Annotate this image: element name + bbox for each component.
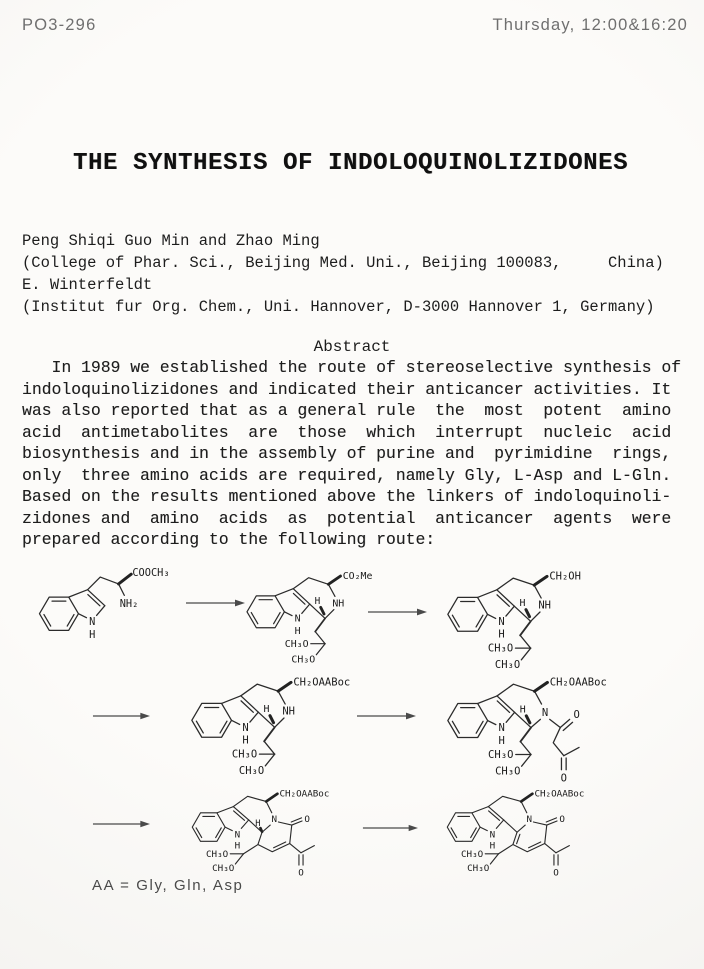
abstract-line: was also reported that as a general rule the most potent amino [22,401,672,420]
acetal-sidechain [516,621,531,660]
amino-ester-sidechain [88,574,132,595]
session-datetime: Thursday, 12:00&16:20 [492,16,688,34]
acetyl-group [545,844,570,866]
carboline-core [448,684,542,737]
author-line: E. Winterfeldt [22,276,153,294]
methoxy-label: CH₃O [495,765,521,778]
substituent-label: CH₂OAABoc [549,676,607,689]
methoxy-label: CH₃O [212,863,235,875]
abstract-heading: Abstract [313,338,391,356]
carboline-core [448,578,541,631]
lactam-o-label: O [304,813,310,825]
bridge-n-label: N [526,813,533,825]
page-header [22,16,688,35]
carboline-core [192,684,285,737]
methoxy-label: CH₃O [487,642,514,655]
substituent-label: CH₂OH [549,570,581,583]
amide-o-label: O [573,709,580,722]
abstract-line: In 1989 we established the route of stereoselective synthesis of [22,358,682,377]
carboline-core [247,578,335,628]
indole-n-label: N [242,721,249,734]
methoxy-label: CH₃O [467,863,490,875]
structure-carboline-ester [236,570,412,669]
methoxy-label: CH₃O [238,765,265,777]
substituent-label: CH₂OAABoc [279,788,330,800]
indole-nh-label: H [89,628,96,641]
affiliation-line: (College of Phar. Sci., Beijing Med. Uni., Beijing 100083, China) [22,254,664,272]
acetyl-o-label: O [298,867,304,879]
methoxy-label: CH₃O [284,639,309,650]
acetal-sidechain [311,618,325,654]
ring-d [513,818,557,852]
structure-carboline-aaboc [180,676,367,781]
author-line: Peng Shiqi Guo Min and Zhao Ming [22,232,320,250]
indole-ring [447,807,503,842]
ring-d [258,818,302,852]
abstract-line: zidones and amino acids as potential anticancer agents were [22,508,672,528]
indole-ring [192,807,248,842]
substituent-label: CH₂OAABoc [534,788,585,800]
ring-nh-label: NH [538,599,551,612]
ring-nh-label: NH [332,598,345,610]
poster-number: PO3-296 [22,16,97,34]
reaction-arrow-4 [355,711,417,721]
abstract-line: acid antimetabolites are those which interrupt nucleic acid [22,422,672,442]
indole-n-label: N [89,616,96,629]
acetyl-group [290,844,315,866]
authors-block [22,230,664,318]
junction-h-label: H [255,819,261,830]
ester-label: COOCH₃ [132,566,170,579]
abstract-line: indoloquinolizidones and indicated their anticancer activities. It [22,379,672,399]
reaction-arrow-2 [366,607,428,617]
ketone-o-label: O [560,772,567,785]
lactam-o-label: O [559,813,565,825]
indole-nh-label: H [242,734,249,747]
indole-n-label: N [294,613,301,625]
amino-acid-note: AA = Gly, Gln, Asp [92,877,244,894]
ring-n-label: N [541,706,549,719]
indole-n-label: N [234,829,241,841]
affiliation-line: (Institut fur Org. Chem., Uni. Hannover, D-3000 Hannover 1, Germany) [22,298,655,316]
acetal-sidechain [260,727,275,766]
page-title: THE SYNTHESIS OF INDOLOQUINOLIZIDONES [73,150,629,177]
methoxy-label: CH₃O [488,749,514,761]
stereo-h-label: H [263,704,270,716]
structure-carboline-alcohol [436,570,623,675]
stereo-h-label: H [519,598,526,610]
methoxy-label: CH₃O [291,654,316,666]
reaction-arrow-6 [362,823,418,833]
acetoacetyl-group [550,719,579,769]
stereo-h-label: H [314,596,321,608]
structure-tryptophan-ester [28,562,200,654]
structure-carboline-acylated [436,676,626,799]
substituent-label: CO₂Me [342,570,373,582]
amine-label: NH₂ [119,597,139,610]
indole-nh-label: H [498,734,505,747]
indole-n-label: N [489,829,496,841]
acetyl-o-label: O [553,867,559,879]
structure-indoloquinolizidone-conjugated [436,786,636,899]
indole-n-label: N [498,722,505,735]
abstract-line: only three amino acids are required, namely Gly, L-Asp and L-Gln. [22,465,672,485]
indole-nh-label: H [498,628,505,641]
abstract-body [22,357,681,551]
methoxy-label: CH₃O [205,848,229,860]
indole-nh-label: H [234,840,241,852]
methoxy-label: CH₃O [460,848,484,860]
indole-nh-label: H [294,625,301,637]
abstract-line: Based on the results mentioned above the linkers of indoloquinoli- [22,487,672,506]
indole-n-label: N [498,615,505,628]
reaction-arrow-3 [92,711,150,721]
stereo-h-label: H [519,704,526,716]
reaction-arrow-5 [92,819,150,829]
bridge-n-label: N [271,813,278,825]
abstract-line: biosynthesis and in the assembly of purine and pyrimidine rings, [22,444,672,463]
acetal-sidechain [516,728,531,767]
methoxy-label: CH₃O [494,659,521,671]
abstract-line: prepared according to the following route: [22,530,436,549]
substituent-label: CH₂OAABoc [293,676,351,689]
indole-nh-label: H [489,840,496,852]
ring-nh-label: NH [282,705,295,718]
methoxy-label: CH₃O [231,748,258,761]
